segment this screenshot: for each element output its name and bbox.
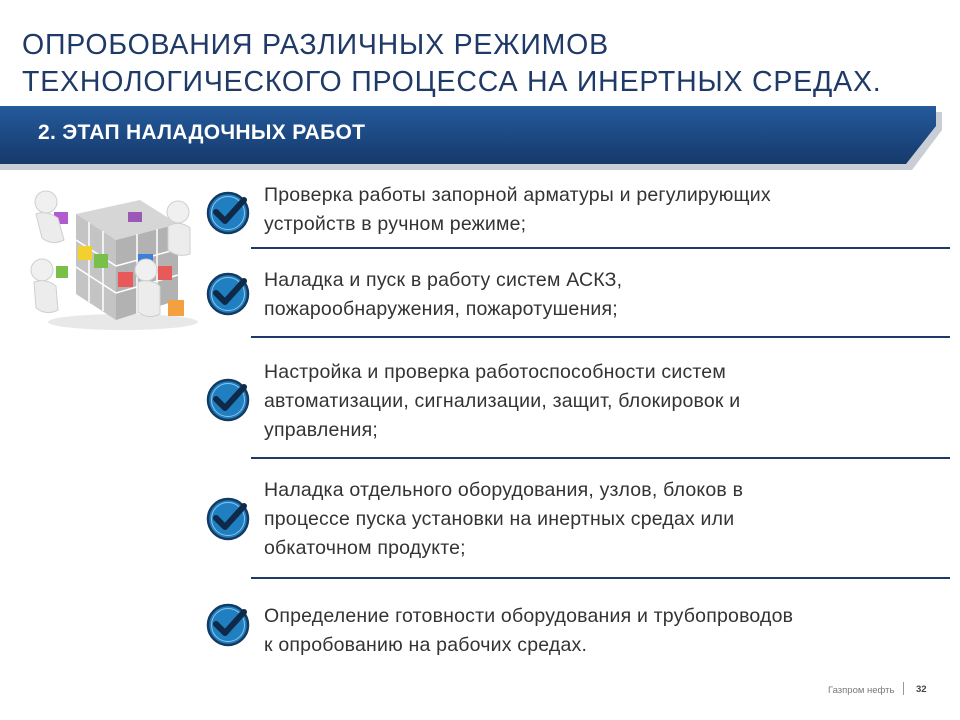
- list-item-line: обкаточном продукте;: [264, 537, 466, 559]
- list-item-line: процессе пуска установки на инертных средах или: [264, 508, 735, 530]
- footer-company: Газпром нефть: [828, 685, 895, 696]
- footer-separator: [903, 682, 904, 695]
- list-item: [205, 476, 950, 584]
- slide-title-line-1: ОПРОБОВАНИЯ РАЗЛИЧНЫХ РЕЖИМОВ: [22, 29, 609, 61]
- divider: [251, 577, 950, 579]
- check-circle-icon: [205, 271, 251, 317]
- list-item-line: пожарообнаружения, пожаротушения;: [264, 298, 618, 320]
- list-item-text: [264, 266, 924, 324]
- page-number: 32: [916, 684, 927, 695]
- check-circle-icon: [205, 190, 251, 236]
- banner-label: 2. ЭТАП НАЛАДОЧНЫХ РАБОТ: [38, 121, 366, 144]
- list-item-text: [264, 358, 924, 445]
- check-circle-icon: [205, 496, 251, 542]
- divider: [251, 247, 950, 249]
- slide-title: [22, 27, 922, 101]
- list-item-line: управления;: [264, 419, 378, 441]
- list-item: [205, 186, 950, 256]
- divider: [251, 457, 950, 459]
- list-item-line: Настройка и проверка работоспособности систем: [264, 361, 726, 383]
- list-item: [205, 600, 950, 666]
- list-item-line: Проверка работы запорной арматуры и регулирующих: [264, 184, 771, 206]
- list-item-text: [264, 476, 924, 563]
- list-item-line: Наладка отдельного оборудования, узлов, блоков в: [264, 479, 744, 501]
- check-circle-icon: [205, 602, 251, 648]
- list-item: [205, 271, 950, 341]
- people-cube-illustration: [28, 182, 203, 332]
- check-circle-icon: [205, 377, 251, 423]
- list-item-text: [264, 181, 924, 239]
- list-item-line: Наладка и пуск в работу систем АСКЗ,: [264, 269, 623, 291]
- list-item: [205, 358, 950, 463]
- list-item-line: автоматизации, сигнализации, защит, блокировок и: [264, 390, 741, 412]
- list-item-line: к опробованию на рабочих средах.: [264, 634, 588, 656]
- list-item-line: Определение готовности оборудования и трубопроводов: [264, 605, 794, 627]
- list-item-text: [264, 602, 924, 660]
- list-item-line: устройств в ручном режиме;: [264, 213, 527, 235]
- slide-title-line-2: ТЕХНОЛОГИЧЕСКОГО ПРОЦЕССА НА ИНЕРТНЫХ СРЕДАХ.: [22, 66, 882, 98]
- divider: [251, 336, 950, 338]
